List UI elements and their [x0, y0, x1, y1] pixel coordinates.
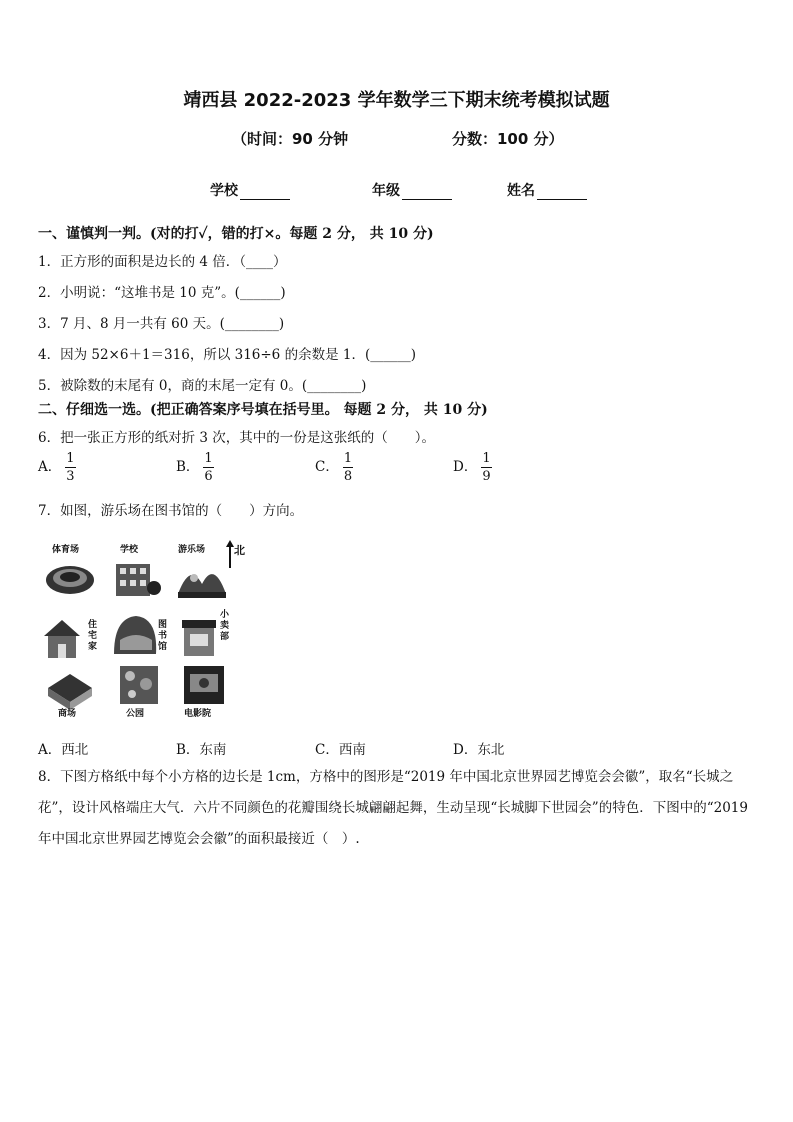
question-5: 5．被除数的末尾有 0，商的末尾一定有 0。(________) — [38, 378, 367, 394]
question-7: 7．如图，游乐场在图书馆的（ ）方向。 — [38, 503, 304, 519]
grade-label: 年级 — [372, 183, 400, 199]
school-icon — [110, 554, 162, 602]
question-8: 8．下图方格纸中每个小方格的边长是 1cm，方格中的图形是“2019 年中国北京世界园艺博览会会徽”，取名“长城之花”，设计风格端庄大气．六片不同颜色的花瓣围绕长城翩翩起舞，生动呈现“长城脚下世园会”的特色．下图中的“2019 年中国北京世界园艺博览会会徽”的面积最接近（ ）. — [38, 769, 748, 847]
name-blank — [537, 185, 587, 200]
store-label: 小卖部 — [220, 610, 230, 642]
q6-option-b: B． $\frac{1}{6}$ — [176, 451, 213, 484]
grade-blank — [402, 185, 452, 200]
q6-option-c: C． $\frac{1}{8}$ — [315, 451, 353, 484]
school-field — [210, 180, 290, 200]
north-arrow-icon — [226, 540, 234, 568]
north-label: 北 — [234, 544, 245, 557]
q6-option-d: D． $\frac{1}{9}$ — [453, 451, 491, 484]
name-field — [507, 180, 587, 200]
page-title: 靖西县 2022-2023 学年数学三下期末统考模拟试题 — [183, 90, 610, 111]
q6-option-a: A． $\frac{1}{3}$ — [38, 451, 75, 484]
section2-heading: 二、仔细选一选。(把正确答案序号填在括号里。 每题 2 分， 共 10 分) — [38, 402, 488, 418]
q7-option-d: D．东北 — [453, 742, 505, 758]
question-6: 6．把一张正方形的纸对折 3 次，其中的一份是这张纸的（ ）。 — [38, 430, 436, 446]
q7-option-c: C．西南 — [315, 742, 366, 758]
question-1: 1．正方形的面积是边长的 4 倍．（____） — [38, 254, 287, 270]
q7-option-b: B．东南 — [176, 742, 227, 758]
cinema-icon — [182, 664, 234, 712]
library-label: 图书馆 — [158, 620, 168, 652]
residence-label: 住宅家 — [88, 620, 98, 652]
school-label: 学校 — [210, 183, 238, 199]
name-label: 姓名 — [507, 183, 535, 199]
school-blank — [240, 185, 290, 200]
question-2: 2．小明说：“这堆书是 10 克”。(______) — [38, 285, 286, 301]
stadium-label: 体育场 — [52, 545, 80, 555]
exam-time: （时间：90 分钟 — [232, 130, 349, 148]
park-icon — [118, 664, 170, 712]
park-label: 公园 — [126, 709, 145, 719]
residence-icon — [40, 614, 92, 662]
map-figure — [38, 540, 268, 720]
question-4: 4．因为 52×6＋1＝316，所以 316÷6 的余数是 1．(______) — [38, 347, 416, 363]
question-3: 3．7 月、8 月一共有 60 天。(________) — [38, 316, 285, 332]
library-icon — [110, 610, 162, 658]
q7-option-a: A．西北 — [38, 742, 89, 758]
school-map-label: 学校 — [120, 545, 139, 555]
cinema-label: 电影院 — [184, 709, 212, 719]
amusement-park-icon — [176, 554, 228, 602]
grade-field — [372, 180, 452, 200]
exam-score: 分数：100 分） — [452, 130, 564, 148]
section1-heading: 一、谨慎判一判。(对的打✓，错的打×。每题 2 分， 共 10 分) — [38, 226, 434, 242]
stadium-icon — [44, 554, 96, 602]
amusement-label: 游乐场 — [178, 545, 206, 555]
mall-label: 商场 — [58, 709, 77, 719]
